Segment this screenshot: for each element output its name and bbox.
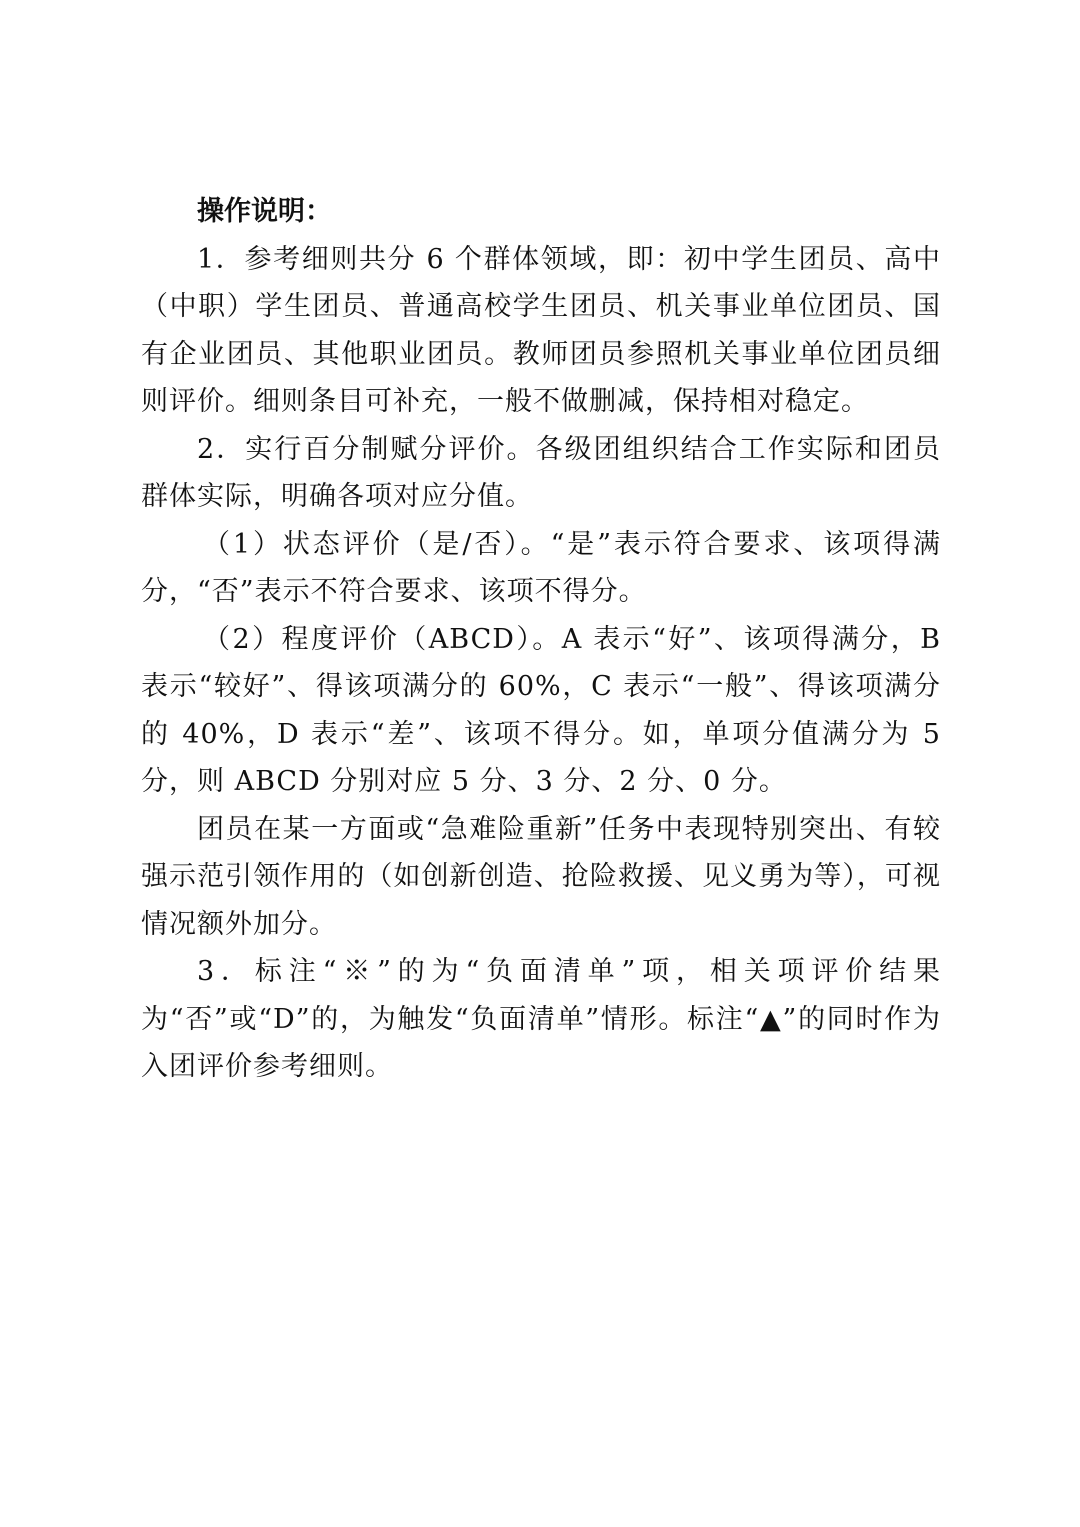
document-body	[141, 188, 941, 1091]
paragraph-item-2: 2．实行百分制赋分评价。各级团组织结合工作实际和团员群体实际，明确各项对应分值。	[141, 433, 941, 512]
paragraph-item-3: 3．标注“※”的为“负面清单”项，相关项评价结果为“否”或“D”的，为触发“负面清单”情形。标注“▲”的同时作为入团评价参考细则。	[141, 956, 941, 1082]
section-heading: 操作说明：	[197, 196, 332, 227]
paragraph-status-evaluation: （1）状态评价（是/否）。“是”表示符合要求、该项得满分，“否”表示不符合要求、该项不得分。	[141, 528, 941, 607]
paragraph-item-1: 1．参考细则共分 6 个群体领域，即：初中学生团员、高中（中职）学生团员、普通高校学生团员、机关事业单位团员、国有企业团员、其他职业团员。教师团员参照机关事业单位团员细则评价。细则条目可补充，一般不做删减，保持相对稳定。	[141, 243, 941, 417]
paragraph-bonus-points: 团员在某一方面或“急难险重新”任务中表现特别突出、有较强示范引领作用的（如创新创造、抢险救援、见义勇为等），可视情况额外加分。	[141, 813, 941, 940]
paragraph-degree-evaluation: （2）程度评价（ABCD）。A 表示“好”、该项得满分，B 表示“较好”、得该项满分的 60%，C 表示“一般”、得该项满分的 40%，D 表示“差”、该项不得分。如，单项分值满分为 5 分，则 ABCD 分别对应 5 分、3 分、2 分、0 分。	[141, 623, 941, 797]
